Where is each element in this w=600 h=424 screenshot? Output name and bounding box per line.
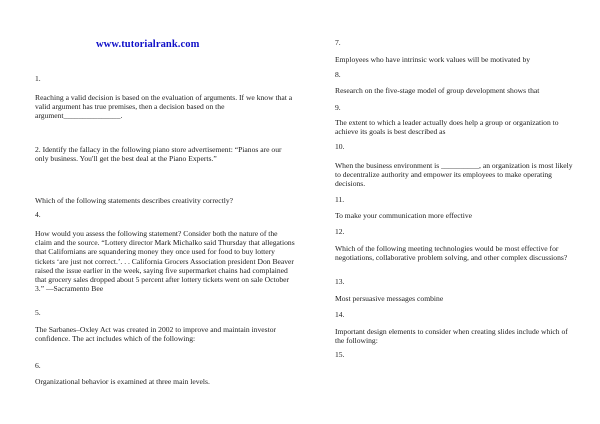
- question-number: 9.: [335, 103, 341, 112]
- question-text: Reaching a valid decision is based on the evaluation of arguments. If we know that a valid argument has true premises, then a decision based on the argument_______________.: [35, 93, 293, 121]
- question-number: 14.: [335, 310, 345, 319]
- question-text: How would you assess the following statement? Consider both the nature of the claim and the source. “Lottery director Mark Michalko said Thursday that allegations that Californians are squandering money they once used for food to buy lottery tickets ‘are just not correct.’. . . California Grocers Association president Don Beaver raised the issue earlier in the week, saying five supermarket chains had complained that grocery sales dropped about 5 percent after lottery tickets went on sale October 3.” —Sacramento Bee: [35, 229, 295, 294]
- question-text: The extent to which a leader actually does help a group or organization to achieve its goals is best described as: [335, 118, 559, 137]
- question-number: 11.: [335, 195, 345, 204]
- question-number: 1.: [35, 74, 41, 83]
- question-text: Identify the fallacy in the following piano store advertisement: “Pianos are our only business. You'll get the best deal at the Piano Experts.”: [35, 145, 282, 164]
- question-number: 12.: [335, 227, 345, 236]
- question-text: The Sarbanes–Oxley Act was created in 2002 to improve and maintain investor confidence. The act includes which of the following:: [35, 325, 277, 344]
- question-text: Which of the following statements describes creativity correctly?: [35, 196, 233, 205]
- question-text: Organizational behavior is examined at three main levels.: [35, 377, 210, 386]
- question-text: To make your communication more effective: [335, 211, 473, 220]
- question-text: Research on the five-stage model of group development shows that: [335, 86, 540, 95]
- question-text: Employees who have intrinsic work values will be motivated by: [335, 55, 531, 64]
- question-item: [35, 145, 295, 163]
- question-text: When the business environment is __________, an organization is most likely to decentralize authority and empower its employees to make operating decisions.: [335, 161, 573, 189]
- question-number: 13.: [335, 277, 345, 286]
- question-number: 10.: [335, 142, 345, 151]
- question-number: 2.: [35, 145, 41, 154]
- question-number: 7.: [335, 38, 341, 47]
- question-number: 15.: [335, 350, 345, 359]
- question-text: Important design elements to consider when creating slides include which of the following:: [335, 327, 568, 346]
- question-number: 4.: [35, 210, 41, 219]
- site-url[interactable]: www.tutorialrank.com: [96, 39, 200, 50]
- question-number: 5.: [35, 308, 41, 317]
- question-number: 8.: [335, 70, 341, 79]
- question-text: Which of the following meeting technologies would be most effective for negotiations, collaborative problem solving, and other complex discussions?: [335, 244, 568, 263]
- question-text: Most persuasive messages combine: [335, 294, 444, 303]
- question-number: 6.: [35, 361, 41, 370]
